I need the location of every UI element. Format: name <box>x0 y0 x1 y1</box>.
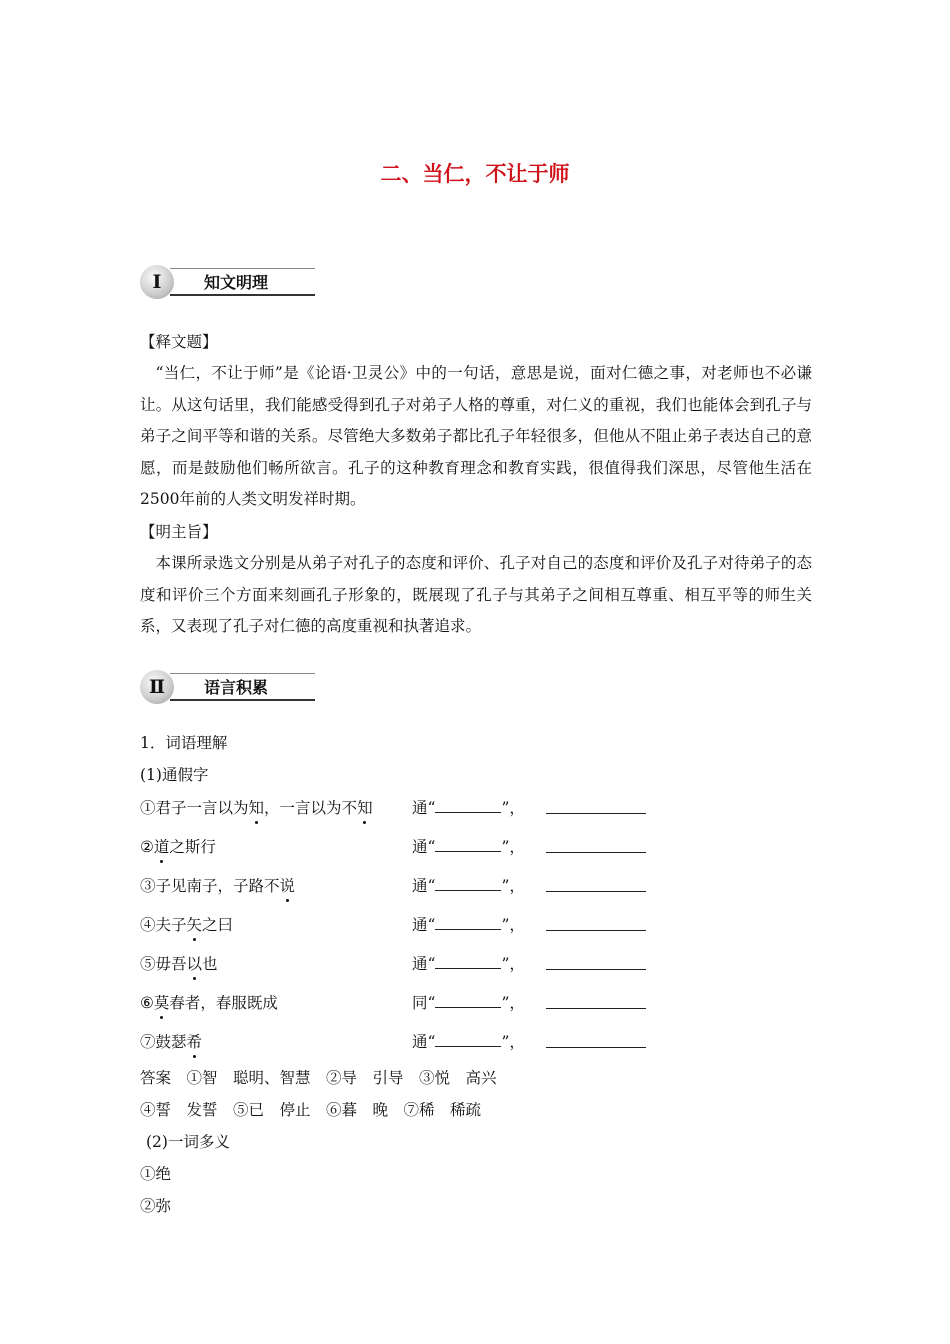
tong-label <box>412 873 525 899</box>
item-number: ⑤ <box>140 955 156 973</box>
emphasized-char: 道 <box>154 834 170 860</box>
polysemy-item-2: ②弥 <box>140 1197 172 1215</box>
tong-label <box>412 912 525 938</box>
phrase-text: 之曰 <box>202 916 234 934</box>
answer-blank-char[interactable] <box>435 798 501 813</box>
tongjia-phrase <box>140 951 218 977</box>
item-number: ④ <box>140 916 156 934</box>
tongjia-item <box>140 873 660 899</box>
phrase-text: ，一言以为不 <box>264 799 358 817</box>
quote-close: ”， <box>501 838 525 856</box>
answer-blank-char[interactable] <box>435 954 501 969</box>
tongjia-item <box>140 990 660 1016</box>
item-number: ① <box>140 799 156 817</box>
quote-open: “ <box>427 799 436 817</box>
quote-close: ”， <box>501 994 525 1012</box>
question-1: 1．词语理解 <box>140 734 228 752</box>
polysemy-item-1: ①绝 <box>140 1165 172 1183</box>
page-title: 二、当仁，不让于师 <box>380 162 570 186</box>
quote-close: ”， <box>501 877 525 895</box>
tong-label <box>412 834 525 860</box>
tong-word: 通 <box>412 838 428 856</box>
emphasized-char: 说 <box>280 873 296 899</box>
answer-line-2: ④誓 发誓 ⑤已 停止 ⑥暮 晚 ⑦稀 稀疏 <box>140 1101 482 1119</box>
phrase-text: 毋吾 <box>155 955 187 973</box>
emphasized-char: 矢 <box>187 912 203 938</box>
answer-blank-meaning[interactable] <box>546 990 646 1009</box>
answer-blank-char[interactable] <box>435 1032 501 1047</box>
quote-close: ”， <box>501 799 525 817</box>
mingzhuzhi-paragraph: 本课所录选文分别是从弟子对孔子的态度和评价、孔子对自己的态度和评价及孔子对待弟子的态度和评价三个方面来刻画孔子形象的，既展现了孔子与其弟子之间相互尊重、相互平等的师生关系，又表现了孔子对仁德的高度重视和执著追求。 <box>140 554 812 635</box>
section-numeral-badge: I <box>140 265 174 299</box>
tongjia-item <box>140 951 660 977</box>
section-header-1 <box>140 265 315 299</box>
tongjia-phrase <box>140 873 295 899</box>
tongjia-phrase <box>140 912 233 938</box>
tong-word: 通 <box>412 799 428 817</box>
quote-open: “ <box>427 916 436 934</box>
quote-open: “ <box>427 877 436 895</box>
quote-close: ”， <box>501 916 525 934</box>
quote-open: “ <box>427 1033 436 1051</box>
answer-blank-char[interactable] <box>435 915 501 930</box>
phrase-text: 鼓瑟 <box>155 1033 187 1051</box>
tong-label <box>412 990 525 1016</box>
quote-open: “ <box>427 994 436 1012</box>
shiwenti-paragraph: “当仁，不让于师”是《论语·卫灵公》中的一句话，意思是说，面对仁德之事，对老师也不必谦让。从这句话里，我们能感受得到孔子对弟子人格的尊重，对仁义的重视，我们也能体会到孔子与弟子之间平等和谐的关系。尽管绝大多数弟子都比孔子年轻很多，但他从不阻止弟子表达自己的意愿，而是鼓励他们畅所欲言。孔子的这种教育理念和教育实践，很值得我们深思，尽管他生活在2500年前的人类文明发祥时期。 <box>140 364 812 508</box>
phrase-text: 春者，春服既成 <box>169 994 278 1012</box>
tongjia-item <box>140 834 660 860</box>
phrase-text: 夫子 <box>155 916 187 934</box>
tongjia-phrase <box>140 834 216 860</box>
quote-open: “ <box>427 955 436 973</box>
question-1-2: (2)一词多义 <box>146 1133 230 1151</box>
question-1-1: (1)通假字 <box>140 766 209 784</box>
tong-label <box>412 951 525 977</box>
tong-word: 通 <box>412 916 428 934</box>
answer-blank-char[interactable] <box>435 837 501 852</box>
tongjia-phrase <box>140 990 278 1016</box>
phrase-text: 也 <box>202 955 218 973</box>
item-number: ⑦ <box>140 1033 156 1051</box>
tongjia-phrase <box>140 1029 202 1055</box>
answer-blank-char[interactable] <box>435 993 501 1008</box>
tongjia-phrase <box>140 795 373 821</box>
mingzhuzhi-heading: 【明主旨】 <box>140 523 218 541</box>
answer-blank-meaning[interactable] <box>546 1029 646 1048</box>
phrase-text: 之斯行 <box>169 838 216 856</box>
answer-blank-meaning[interactable] <box>546 951 646 970</box>
emphasized-char: 知 <box>249 795 265 821</box>
emphasized-char: 希 <box>187 1029 203 1055</box>
tong-word: 同 <box>412 994 428 1012</box>
item-number: ⑥ <box>140 994 154 1012</box>
shiwenti-heading: 【释文题】 <box>140 333 218 351</box>
tong-word: 通 <box>412 1033 428 1051</box>
answer-blank-meaning[interactable] <box>546 834 646 853</box>
answer-blank-meaning[interactable] <box>546 795 646 814</box>
answer-blank-char[interactable] <box>435 876 501 891</box>
item-number: ③ <box>140 877 156 895</box>
tong-word: 通 <box>412 955 428 973</box>
emphasized-char: 以 <box>187 951 203 977</box>
section-numeral-badge: Ⅱ <box>140 670 174 704</box>
tong-label <box>412 1029 525 1055</box>
tongjia-item <box>140 1029 660 1055</box>
tongjia-item <box>140 795 660 821</box>
tong-label <box>412 795 525 821</box>
answer-line-1: 答案 ①智 聪明、智慧 ②导 引导 ③悦 高兴 <box>140 1069 497 1087</box>
emphasized-char: 莫 <box>154 990 170 1016</box>
phrase-text: 君子一言以为 <box>155 799 249 817</box>
section-label: 知文明理 <box>204 273 269 292</box>
item-number: ② <box>140 838 154 856</box>
tong-word: 通 <box>412 877 428 895</box>
section-label: 语言积累 <box>204 678 269 697</box>
answer-blank-meaning[interactable] <box>546 873 646 892</box>
quote-close: ”， <box>501 955 525 973</box>
tongjia-item <box>140 912 660 938</box>
quote-open: “ <box>427 838 436 856</box>
phrase-text: 子见南子，子路不 <box>155 877 280 895</box>
emphasized-char: 知 <box>357 795 373 821</box>
quote-close: ”， <box>501 1033 525 1051</box>
section-header-2 <box>140 670 315 704</box>
answer-blank-meaning[interactable] <box>546 912 646 931</box>
